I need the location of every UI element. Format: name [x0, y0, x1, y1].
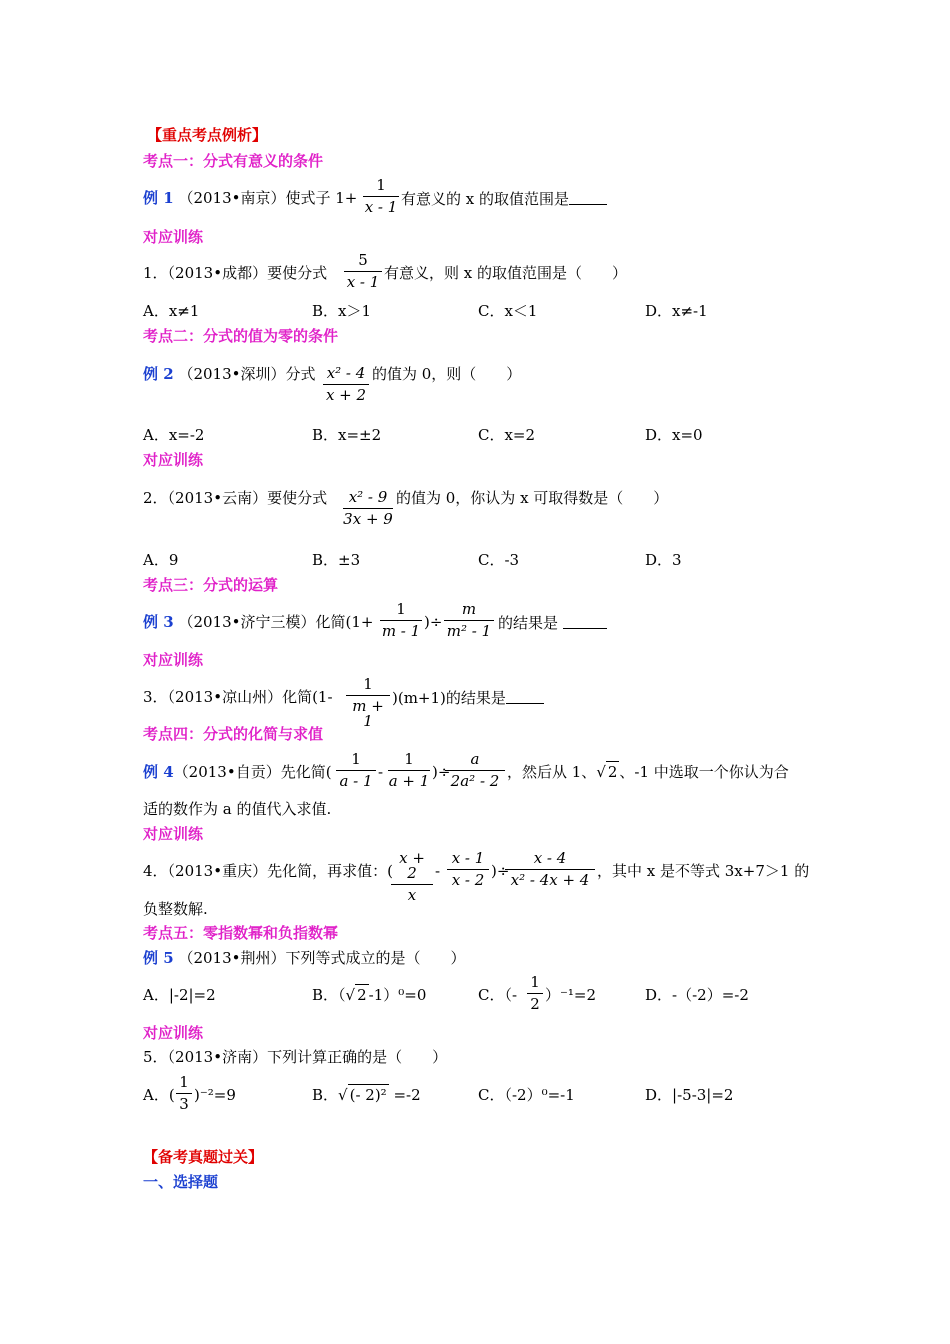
option-a: A．x≠1: [143, 302, 200, 320]
example-2-tail: 的值为 0，则（ ）: [372, 365, 522, 383]
example-text-tail: 有意义的 x 的取值范围是: [401, 191, 607, 207]
section-heading-key-points: 【重点考点例析】: [147, 126, 268, 144]
option-a: A．|-2|=2: [143, 986, 216, 1004]
question-2-text: 2．（2013•云南）要使分式: [143, 489, 328, 507]
fraction: $\frac{x + 2}{x}$: [391, 851, 433, 903]
option-a: A．9: [143, 551, 179, 569]
option-c: C．x=2: [478, 426, 536, 444]
fraction: $\frac{x - 1}{x - 2}$: [447, 851, 489, 888]
question-4-tail: ，其中 x 是不等式 3x+7＞1 的: [597, 862, 810, 880]
fraction: $\frac{1}{m + 1}$: [346, 677, 390, 729]
example-label: 例 2: [143, 365, 174, 383]
question-5-text: 5．（2013•济南）下列计算正确的是（ ）: [143, 1048, 448, 1066]
question-4-text: 4．（2013•重庆）先化简，再求值：(: [143, 862, 393, 880]
example-2: 例 2 （2013•深圳）分式: [143, 365, 316, 383]
option-b: B．±3: [312, 551, 361, 569]
kaodian-3-title: 考点三：分式的运算: [143, 576, 279, 594]
question-2-tail: 的值为 0，你认为 x 可取得数是（ ）: [396, 489, 669, 507]
question-1-tail: 有意义，则 x 的取值范围是（ ）: [384, 264, 627, 282]
example-label: 例 5: [143, 949, 174, 967]
example-4-tail: ，然后从 1、√ 2 、-1 中选取一个你认为合: [507, 763, 789, 781]
division-sign: )÷: [491, 862, 510, 880]
training-label: 对应训练: [143, 228, 204, 246]
sqrt-symbol: √ (- 2)²: [338, 1086, 387, 1104]
division-sign: )÷: [432, 763, 451, 781]
fraction: $\frac{a}{\text{2a² - 2}}$: [445, 752, 505, 789]
example-5: 例 5 （2013•荆州）下列等式成立的是（ ）: [143, 949, 466, 967]
option-d: D．x≠-1: [645, 302, 708, 320]
option-a-prefix: A．(: [143, 1086, 175, 1104]
option-b: B．x=±2: [312, 426, 382, 444]
fraction: $\frac{1}{2}$: [527, 975, 543, 1012]
option-d: D．|-5-3|=2: [645, 1086, 734, 1104]
section-heading-exam-review: 【备考真题过关】: [143, 1148, 264, 1166]
answer-blank: [506, 690, 544, 704]
sqrt-symbol: √ 2: [596, 763, 618, 781]
option-a: A．x=-2: [143, 426, 205, 444]
example-label: 例 3: [143, 613, 174, 631]
example-4: 例 4（2013•自贡）先化简(: [143, 763, 332, 781]
fraction: $\frac{m}{\text{m² - 1}}$: [444, 602, 494, 639]
option-b: B．√ (- 2)² =-2: [312, 1086, 421, 1104]
training-label: 对应训练: [143, 1024, 204, 1042]
fraction: $\frac{1}{m - 1}$: [381, 600, 421, 640]
training-label: 对应训练: [143, 451, 204, 469]
question-3-text: 3．（2013•凉山州）化简(1-: [143, 688, 333, 706]
fraction: $\frac{1}{a - 1}$: [336, 752, 376, 789]
answer-blank: [569, 191, 607, 205]
option-c-suffix: ）⁻¹=2: [545, 986, 597, 1004]
example-4-line-2: 适的数作为 a 的值代入求值.: [143, 800, 332, 818]
fraction: $\frac{5}{x - 1}$: [344, 253, 382, 290]
fraction: $\frac{\text{x² - 4}}{x + 2}$: [323, 366, 369, 403]
option-c: C．x＜1: [478, 302, 538, 320]
answer-blank: [563, 615, 607, 629]
kaodian-4-title: 考点四：分式的化简与求值: [143, 725, 324, 743]
fraction: $\frac{1}{a + 1}$: [388, 750, 430, 790]
minus-sign: -: [378, 763, 384, 781]
option-c: C．-3: [478, 551, 520, 569]
option-b: B．x＞1: [312, 302, 372, 320]
option-c-prefix: C．（-: [478, 986, 518, 1004]
section-choice-questions: 一、选择题: [143, 1173, 219, 1191]
option-b: B．（√ 2 -1）⁰=0: [312, 986, 427, 1004]
fraction: $\frac{1}{x - 1}$: [364, 176, 398, 216]
minus-sign: -: [435, 862, 441, 880]
option-d: D．-（-2）=-2: [645, 986, 749, 1004]
fraction: $\frac{x - 4}{\text{x² - 4x + 4}}$: [505, 851, 595, 888]
fraction: $\frac{1}{3}$: [176, 1075, 192, 1112]
kaodian-5-title: 考点五：零指数幂和负指数幂: [143, 924, 339, 942]
example-1: [143, 191, 357, 206]
example-3-tail: 的结果是: [498, 615, 607, 631]
question-1-text: 1．（2013•成都）要使分式: [143, 264, 328, 282]
division-sign: )÷: [424, 613, 443, 631]
fraction: $\frac{\text{x² - 9}}{3x + 9}$: [343, 488, 393, 528]
example-label: 例 4: [143, 763, 174, 781]
training-label: 对应训练: [143, 825, 204, 843]
option-d: D．3: [645, 551, 682, 569]
kaodian-1-title: 考点一：分式有意义的条件: [143, 152, 324, 170]
option-a-suffix: )⁻²=9: [194, 1086, 236, 1104]
example-label: 例 1: [143, 189, 174, 207]
question-3-tail: )(m+1)的结果是: [392, 690, 544, 706]
kaodian-2-title: 考点二：分式的值为零的条件: [143, 327, 339, 345]
example-3: 例 3 （2013•济宁三模）化简(1+: [143, 613, 374, 631]
example-text: （2013•南京）使式子 1+: [178, 189, 358, 207]
option-c: C．（-2）⁰=-1: [478, 1086, 575, 1104]
sqrt-symbol: √ 2: [345, 986, 367, 1004]
question-4-line-2: 负整数解.: [143, 900, 208, 918]
option-d: D．x=0: [645, 426, 703, 444]
training-label: 对应训练: [143, 651, 204, 669]
